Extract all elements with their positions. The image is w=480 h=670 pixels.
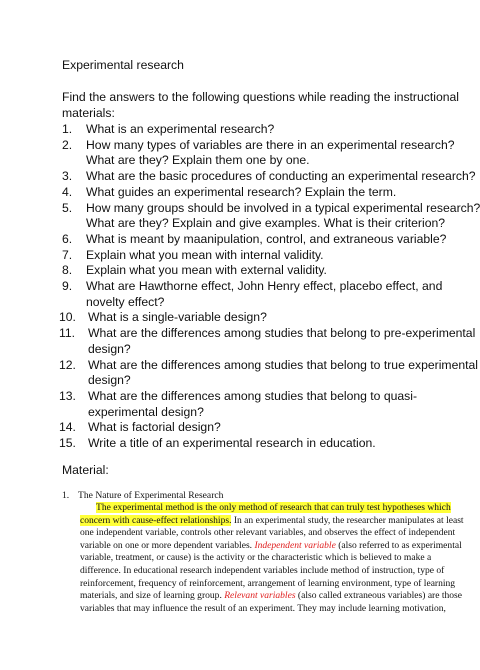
question-text: How many types of variables are there in an experimental research?: [86, 137, 455, 152]
question-item: [59, 388, 462, 420]
question-item: [62, 279, 462, 310]
body-line: [80, 502, 451, 515]
question-text: experimental design?: [88, 404, 204, 419]
term-independent-variable: Independent variable: [254, 539, 336, 551]
question-number: 5.: [62, 200, 73, 215]
question-item: [62, 232, 462, 248]
question-text: Write a title of an experimental research in education.: [88, 436, 376, 451]
body-text: (also referred to as experimental: [335, 539, 462, 551]
question-number: 12.: [59, 357, 76, 372]
highlighted-text: concern with cause-effect relationships.: [80, 514, 232, 526]
question-text: What is an experimental research?: [86, 122, 275, 136]
instructions-line: materials:: [62, 105, 115, 120]
question-item: [62, 169, 476, 185]
body-line: difference. In educational research independent variables include method of instruction, type of: [80, 564, 445, 576]
question-item: [59, 420, 462, 436]
body-line: variable, treatment, or cause) is the activity or the characteristic which is believed to make a: [80, 552, 432, 564]
question-number: 2.: [62, 137, 73, 152]
question-text: What are they? Explain them one by one.: [86, 153, 310, 168]
question-item: [62, 200, 480, 232]
body-line: [80, 514, 464, 528]
question-number: 6.: [62, 231, 73, 246]
body-line: variables that may influence the result of an experiment. They may include learning motivation,: [80, 602, 446, 614]
question-number: 1.: [62, 122, 73, 136]
question-text: How many groups should be involved in a typical experimental research?: [86, 200, 480, 215]
material-heading: Material:: [62, 463, 109, 477]
body-text: materials, and size of learning group.: [80, 590, 225, 602]
question-item: [59, 310, 462, 326]
body-text: In an experimental study, the researcher manipulates at least: [231, 514, 464, 526]
section-number: 1.: [62, 490, 70, 501]
question-text: What are they? Explain and give examples. What is their criterion?: [86, 216, 446, 231]
question-text: Explain what you mean with internal validity.: [86, 247, 324, 262]
question-text: novelty effect?: [86, 294, 165, 309]
question-text: What is a single-variable design?: [88, 310, 267, 325]
section-heading: [62, 490, 223, 502]
question-number: 13.: [59, 388, 76, 403]
question-item: [62, 263, 462, 279]
question-item: [62, 185, 462, 201]
question-number: 3.: [62, 169, 73, 184]
question-text: design?: [88, 341, 131, 356]
question-text: What are the differences among studies that belong to pre-experimental: [88, 326, 476, 341]
question-text: What are the differences among studies that belong to quasi-: [88, 388, 418, 403]
question-text: What is factorial design?: [88, 420, 221, 435]
question-number: 14.: [59, 420, 76, 435]
question-text: What are the differences among studies that belong to true experimental: [88, 357, 479, 372]
question-list: [59, 122, 480, 452]
question-text: What are Hawthorne effect, John Henry effect, placebo effect, and: [86, 279, 443, 294]
question-item: [59, 436, 462, 452]
body-line: reinforcement, frequency of reinforcement, arrangement of learning environment, type of learning: [80, 577, 456, 589]
body-line: [80, 539, 462, 553]
question-text: What are the basic procedures of conducting an experimental research?: [86, 169, 476, 184]
question-item: [62, 122, 462, 138]
instructions: [62, 90, 459, 121]
material-body: [80, 502, 464, 615]
question-item: [59, 357, 479, 389]
question-number: 11.: [59, 326, 76, 341]
question-item: [62, 138, 462, 169]
question-item: [62, 248, 462, 264]
question-item: [59, 326, 476, 357]
term-relevant-variables: Relevant variables: [224, 590, 296, 602]
body-text: (also called extraneous variables) are those: [295, 590, 463, 602]
question-text: What is meant by maanipulation, control, and extraneous variable?: [86, 231, 447, 246]
body-line: [80, 590, 463, 603]
question-number: 10.: [59, 310, 76, 325]
instructions-line: Find the answers to the following questions while reading the instructional: [62, 90, 459, 104]
document-title: Experimental research: [62, 58, 184, 72]
question-number: 9.: [62, 279, 73, 294]
question-number: 7.: [62, 247, 73, 262]
highlighted-text: The experimental method is the only method of research that can truly test hypotheses which: [96, 502, 451, 513]
question-number: 15.: [59, 436, 76, 451]
body-line: one independent variable, controls other relevant variables, and observes the effect of independent: [80, 527, 456, 539]
question-text: What guides an experimental research? Explain the term.: [86, 184, 397, 199]
question-number: 8.: [62, 263, 73, 278]
section-title: The Nature of Experimental Research: [78, 490, 224, 501]
body-text: variable on one or more dependent variables.: [80, 539, 253, 551]
question-text: design?: [88, 373, 131, 388]
question-number: 4.: [62, 184, 73, 199]
question-text: Explain what you mean with external validity.: [86, 263, 327, 278]
